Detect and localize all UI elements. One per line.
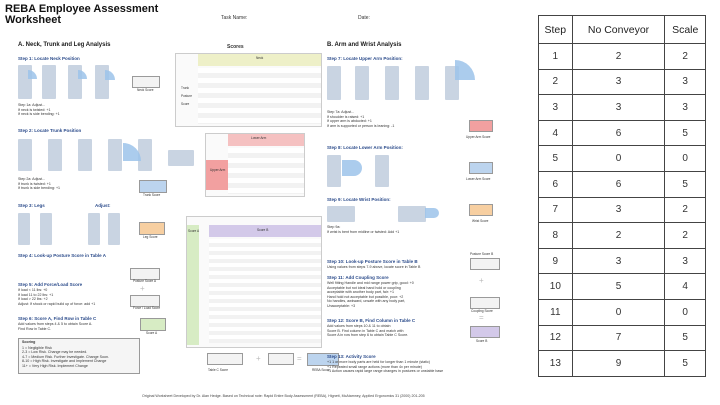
trunk-score-box[interactable]	[139, 180, 167, 193]
score-b-box[interactable]	[470, 326, 500, 338]
date-label: Date:	[358, 15, 370, 21]
cell-step: 9	[539, 248, 573, 274]
upper-arm-figure-1	[327, 66, 341, 100]
header-scale: Scale	[665, 16, 706, 44]
cell-step: 5	[539, 146, 573, 172]
plus-sign-c: +	[256, 354, 261, 363]
table-a-trunk-label	[181, 84, 192, 108]
step10-label: Step 10: Look-up Posture Score in Table B	[327, 259, 418, 264]
cell-scale: 2	[665, 223, 706, 249]
table-c-grid	[209, 239, 321, 343]
neck-score-box[interactable]	[132, 76, 160, 88]
plus-sign-b: +	[479, 276, 484, 285]
footer-citation: Original Worksheet Developed by Dr. Alan Hedge. Based on Technical note: Rapid Entire Body Assessment (REBA), Hignett, McAtamney, Applied Ergonomics 31 (2000) 201-205	[142, 394, 425, 398]
table-b	[205, 133, 305, 197]
plus-sign-a: +	[140, 284, 145, 293]
neck-score-label: Neck Score	[137, 88, 154, 92]
header-no-conveyor: No Conveyor	[572, 16, 665, 44]
task-name-label: Task Name:	[221, 15, 248, 21]
equals-sign: =	[297, 354, 302, 363]
lower-arm-score-box[interactable]	[469, 162, 493, 174]
step8-label: Step 8: Locate Lower Arm Position:	[327, 145, 403, 150]
trunk-adjust-text: Step 2a: Adjust... If trunk is twisted: +1 If trunk is side bending: +1	[18, 177, 61, 191]
score-b-box-label: Score B	[476, 339, 488, 343]
adjust-label: Adjust:	[95, 203, 111, 208]
title-line2: Worksheet	[5, 14, 62, 26]
results-body	[539, 44, 706, 377]
header-step: Step	[539, 16, 573, 44]
results-header-row	[539, 16, 706, 44]
results-table	[538, 15, 706, 377]
cell-scale: 5	[665, 325, 706, 351]
cell-step: 11	[539, 299, 573, 325]
cell-step: 3	[539, 95, 573, 121]
legs-figure-2	[40, 213, 52, 245]
table-a-grid	[198, 68, 321, 124]
wrist-adjust-text: Step 9a: If wrist is bent from midline or twisted: Add +1	[327, 225, 400, 234]
table-row	[539, 223, 706, 249]
table-row	[539, 95, 706, 121]
table-row	[539, 248, 706, 274]
table-a-neck-label: Neck	[256, 56, 264, 60]
trunk-figure-4	[108, 139, 122, 171]
table-c-score-a-col	[187, 225, 199, 345]
cell-scale: 2	[665, 44, 706, 70]
lower-arm-figure-2	[375, 155, 389, 187]
cell-no-conveyor: 2	[572, 44, 665, 70]
step9-label: Step 9: Locate Wrist Position:	[327, 197, 391, 202]
trunk-figure-6	[168, 150, 194, 166]
table-c-score-label: Table C Score	[208, 368, 229, 372]
cell-no-conveyor: 6	[572, 171, 665, 197]
leg-score-box[interactable]	[139, 222, 165, 235]
table-row	[539, 197, 706, 223]
cell-step: 6	[539, 171, 573, 197]
cell-scale: 0	[665, 146, 706, 172]
step13-label: Step 13: Activity Score	[327, 354, 376, 359]
score-b-text: Add values from steps 10 & 11 to obtain Score B. Find column in Table C and match with Score A in row from step 6 to obtain Table C Score.	[327, 324, 409, 338]
upper-arm-figure-2	[355, 66, 369, 100]
wrist-angle-wedge	[425, 208, 439, 218]
table-b-text: Using values from steps 7-9 above, locate score in Table B	[327, 265, 421, 269]
cell-step: 8	[539, 223, 573, 249]
coupling-score-label: Coupling Score	[471, 309, 493, 313]
table-b-lower-arm-label: Lower Arm	[251, 136, 267, 140]
coupling-score-box[interactable]	[470, 297, 500, 309]
posture-word: Posture	[181, 94, 192, 98]
upper-arm-figure-3	[385, 66, 399, 100]
upper-arm-angle-wedge	[455, 60, 475, 80]
cell-no-conveyor: 3	[572, 95, 665, 121]
scores-heading: Scores	[227, 44, 244, 50]
trunk-score-label: Trunk Score	[143, 193, 161, 197]
neck-angle-wedge-1	[28, 70, 37, 79]
table-row	[539, 120, 706, 146]
activity-score-box-c[interactable]	[268, 353, 294, 365]
table-row	[539, 146, 706, 172]
table-b-grid	[228, 148, 304, 194]
cell-scale: 3	[665, 69, 706, 95]
table-row	[539, 69, 706, 95]
cell-step: 13	[539, 351, 573, 377]
step6-label: Step 6: Score A, Find Row in Table C	[18, 316, 97, 321]
wrist-score-box[interactable]	[469, 204, 493, 216]
reba-score-label: REBA Score	[312, 368, 330, 372]
table-a	[175, 53, 322, 127]
cell-no-conveyor: 2	[572, 223, 665, 249]
cell-no-conveyor: 7	[572, 325, 665, 351]
scoring-box	[18, 338, 140, 374]
cell-scale: 4	[665, 274, 706, 300]
table-row	[539, 299, 706, 325]
step12-label: Step 12: Score B, Find Column in Table C	[327, 318, 416, 323]
legs-figure-3	[88, 213, 100, 245]
table-c-score-a-label: Score A	[188, 229, 200, 233]
cell-scale: 5	[665, 171, 706, 197]
cell-no-conveyor: 0	[572, 146, 665, 172]
cell-scale: 3	[665, 95, 706, 121]
cell-step: 4	[539, 120, 573, 146]
table-row	[539, 171, 706, 197]
lower-arm-angle-wedge	[342, 160, 362, 176]
cell-scale: 2	[665, 197, 706, 223]
upper-arm-score-box[interactable]	[469, 120, 493, 132]
leg-score-label: Leg Score	[143, 235, 158, 239]
wrist-figure-1	[327, 206, 355, 222]
posture-score-a-label: Posture Score A	[133, 279, 157, 283]
table-row	[539, 44, 706, 70]
cell-no-conveyor: 6	[572, 120, 665, 146]
cell-step: 1	[539, 44, 573, 70]
step1-label: Step 1: Locate Neck Position	[18, 56, 80, 61]
neck-adjust-text: Step 1a: Adjust... If neck is twisted: +1 If neck is side bending: +1	[18, 103, 60, 117]
posture-score-b-box[interactable]	[470, 258, 500, 270]
cell-step: 12	[539, 325, 573, 351]
trunk-word: Trunk	[181, 86, 190, 90]
title-line1: REBA Employee Assessment	[5, 3, 159, 15]
force-load-label: Force / Load Score	[133, 306, 161, 310]
lower-arm-score-label: Lower Arm Score	[466, 177, 491, 181]
posture-score-b-label: Posture Score B	[470, 252, 494, 256]
legs-figure-4	[108, 213, 120, 245]
trunk-figure-2	[48, 139, 62, 171]
cell-no-conveyor: 3	[572, 197, 665, 223]
score-word: Score	[181, 102, 190, 106]
table-c-score-b-label: Score B	[257, 228, 269, 232]
scoring-heading: Scoring	[22, 340, 36, 344]
neck-angle-wedge-3	[105, 70, 115, 80]
equals-sign-b: =	[479, 313, 484, 322]
worksheet-title	[5, 4, 158, 26]
trunk-figure-1	[18, 139, 32, 171]
score-a-box-label: Score A	[146, 331, 158, 335]
cell-step: 7	[539, 197, 573, 223]
score-a-box[interactable]	[140, 318, 166, 331]
lower-arm-figure-1	[327, 155, 341, 187]
score-a-text: Add values from steps 4 & 5 to obtain Score A. Find Row in Table C.	[18, 322, 93, 331]
step4-label: Step 4: Look-up Posture Score in Table A	[18, 253, 107, 258]
section-b-heading: B. Arm and Wrist Analysis	[327, 42, 402, 48]
section-a-heading: A. Neck, Trunk and Leg Analysis	[18, 42, 111, 48]
coupling-text: Well fitting Handle and mid range power grip, good: +0 Acceptable but not ideal hand hold or coupling acceptable with another body part, fair: +1 Hand hold not acceptable but possible, poor: +2 No handles, awkward, unsafe with any body part, Unacceptable: +3	[327, 281, 414, 308]
cell-scale: 5	[665, 120, 706, 146]
table-b-upper-arm-col	[206, 160, 228, 190]
trunk-figure-3	[78, 139, 92, 171]
cell-scale: 3	[665, 248, 706, 274]
scoring-text: 1 = Negligible Risk 2-3 = Low Risk. Change may be needed. 4-7 = Medium Risk. Further Investigate. Change Soon. 8-10 = High Risk. Investigate and Implement Change 11+ = Very High Risk. Implement Change	[22, 345, 109, 368]
upper-arm-figure-4	[415, 66, 429, 100]
activity-text: +1 1 or more body parts are held for longer than 1 minute (static) +1 Repeated small range actions (more than 4x per minute) +1 Action causes rapid large range changes in postures or unstable base	[327, 360, 444, 374]
cell-no-conveyor: 3	[572, 69, 665, 95]
cell-no-conveyor: 3	[572, 248, 665, 274]
step5-label: Step 5: Add Force/Load Score	[18, 282, 83, 287]
cell-no-conveyor: 9	[572, 351, 665, 377]
wrist-score-label: Wrist Score	[472, 219, 489, 223]
neck-figure-2	[42, 65, 56, 99]
cell-step: 10	[539, 274, 573, 300]
legs-figure-1	[18, 213, 30, 245]
table-row	[539, 325, 706, 351]
cell-scale: 5	[665, 351, 706, 377]
upper-arm-score-label: Upper Arm Score	[466, 135, 491, 139]
step3-label: Step 3: Legs	[18, 203, 45, 208]
wrist-figure-2	[398, 206, 426, 222]
table-row	[539, 351, 706, 377]
step11-label: Step 11: Add Coupling Score	[327, 275, 389, 280]
cell-step: 2	[539, 69, 573, 95]
neck-angle-wedge-2	[78, 70, 87, 79]
step7-label: Step 7: Locate Upper Arm Position:	[327, 56, 403, 61]
load-text: If load < 11 lbs: +0 If load 11 to 22 lbs: +1 If load > 22 lbs: +2 Adjust: If shock or rapid build up of force: add +1	[18, 288, 96, 306]
step2-label: Step 2: Locate Trunk Position	[18, 128, 82, 133]
cell-no-conveyor: 0	[572, 299, 665, 325]
table-c	[186, 216, 322, 348]
table-c-score-box[interactable]	[207, 353, 243, 365]
cell-scale: 0	[665, 299, 706, 325]
cell-no-conveyor: 5	[572, 274, 665, 300]
table-row	[539, 274, 706, 300]
table-b-upper-arm-label: Upper Arm	[210, 168, 226, 172]
upper-arm-adjust-text: Step 7a: Adjust... If shoulder is raised: +1 If upper arm is abducted: +1 If arm is supported or person is leaning: -1	[327, 110, 395, 128]
